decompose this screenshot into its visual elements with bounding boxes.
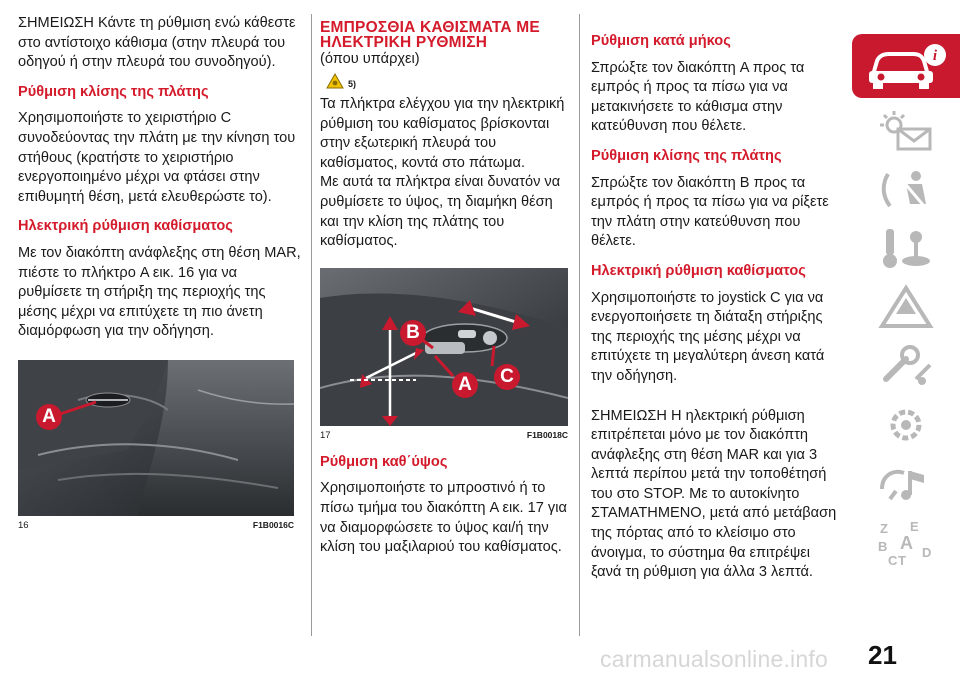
paragraph-height: Χρησιμοποιήστε το μπροστινό ή το πίσω τμήμα του διακόπτη A εικ. 17 για να διαμορφώσετε το ύψος και/ή την κλίση του μαξιλαριού του καθίσματος. <box>320 480 567 556</box>
callout-label: A <box>458 373 472 395</box>
callout-a <box>452 372 478 398</box>
figure-number: 17 <box>320 429 331 441</box>
warning-ref-number: 5) <box>348 79 357 89</box>
warning-icon <box>326 73 344 89</box>
warning-reference <box>326 73 570 89</box>
heading-backrest: Ρύθμιση κλίσης της πλάτης <box>18 83 209 100</box>
heading-height: Ρύθμιση καθ΄ύψος <box>320 453 448 470</box>
heading-length: Ρύθμιση κατά μήκος <box>591 33 731 49</box>
column-3 <box>591 14 841 583</box>
figure-17-image <box>320 268 568 426</box>
tab-lights-mail[interactable] <box>852 104 960 156</box>
index-letter: T <box>898 553 906 568</box>
column-divider <box>311 14 312 636</box>
figure-17-caption <box>320 430 568 441</box>
callout-label: C <box>500 365 514 387</box>
tab-starting-driving[interactable] <box>852 222 960 274</box>
tab-index[interactable] <box>852 517 960 569</box>
index-letter: Z <box>880 521 888 536</box>
paragraph-length: Σπρώξτε τον διακόπτη A προς τα εμπρός ή προς τα πίσω για να μετακινήσετε το κάθισμα στην κατεύθυνση που θέλετε. <box>591 59 805 135</box>
car-info-icon <box>861 41 951 91</box>
index-letter: E <box>910 519 919 534</box>
figure-code: F1B0018C <box>526 429 568 440</box>
technical-data-icon <box>866 402 946 448</box>
note-text: ΣΗΜΕΙΩΣΗ Η ηλεκτρική ρύθμιση επιτρέπεται μόνο με τον διακόπτη ανάφλεξης στη θέση MAR και για 3 λεπτά περίπου μετά την τοποθέτησή του στο STOP. Με το αυτοκίνητο ΣΤΑΜΑΤΗΜΕΝΟ, μετά από μετάβαση της πόρτας από το κλείσιμο στο άνοιγμα, το σύστημα θα επιτρέψει ξανά τη ρύθμιση για άλλα 3 λεπτά. <box>591 407 837 581</box>
lights-message-icon <box>866 107 946 153</box>
callout-label: A <box>42 405 56 427</box>
tab-emergency[interactable] <box>852 281 960 333</box>
maintenance-wrench-icon <box>866 343 946 389</box>
safety-airbag-icon <box>866 166 946 212</box>
figure-code: F1B0016C <box>252 519 294 530</box>
index-letter: C <box>888 553 898 568</box>
heading-backrest: Ρύθμιση κλίσης της πλάτης <box>591 147 782 164</box>
heading-electric-seat: Ηλεκτρική ρύθμιση καθίσματος <box>18 218 233 235</box>
figure-number: 16 <box>18 519 29 531</box>
seat-controls-illustration <box>320 268 568 426</box>
section-subtitle: (όπου υπάρχει) <box>320 51 420 67</box>
callout-b <box>400 320 426 346</box>
callout-c <box>494 364 520 390</box>
figure-16-image <box>18 360 294 516</box>
alphabetical-index-icon <box>866 517 946 569</box>
svg-text:i: i <box>932 48 938 64</box>
tab-maintenance[interactable] <box>852 340 960 392</box>
paragraph-buttons: Με αυτά τα πλήκτρα είναι δυνατόν να ρυθμίσετε το ύψος, τη διαμήκη θέση και την κλίση της πλάτης του καθίσματος. <box>320 174 561 250</box>
paragraph-electric-seat: Με τον διακόπτη ανάφλεξης στη θέση MAR, πιέστε το πλήκτρο A εικ. 16 για να ρυθμίσετε τη στήριξη της περιοχής της μέσης μέχρι να επιτύχετε τη πιο άνετη διαμόρφωση για την οδήγηση. <box>18 244 301 340</box>
column-divider <box>579 14 580 636</box>
note-text: ΣΗΜΕΙΩΣΗ Κάντε τη ρύθμιση ενώ κάθεστε στο αντίστοιχο κάθισμα (στην πλευρά του οδηγού ή στην πλευρά του συνοδηγού). <box>18 15 296 71</box>
page-number: 21 <box>868 640 897 670</box>
key-joystick-icon <box>866 225 946 271</box>
tab-safety[interactable] <box>852 163 960 215</box>
paragraph-electric-seat: Χρησιμοποιήστε το joystick C για να ενεργοποιήσετε τη διάταξη στήριξης της περιοχής της μέσης μέχρι να επιτύχετε τη μεγαλύτερη άνεση κατά την οδήγηση. <box>591 289 825 384</box>
paragraph-backrest: Χρησιμοποιήστε το χειριστήριο C συνοδεύοντας την πλάτη με την κίνηση του στήθους (κρατήστε το χειριστήριο ενεργοποιημένο μέχρι να φτάσει στην επιθυμητή θέση, μετά ελευθερώστε το). <box>18 110 296 205</box>
section-title: ΕΜΠΡΟΣΘΙΑ ΚΑΘΙΣΜΑΤΑ ΜΕ ΗΛΕΚΤΡΙΚΗ ΡΥΘΜΙΣΗ <box>320 19 540 51</box>
callout-label: B <box>406 321 420 343</box>
chapter-sidebar <box>852 34 960 576</box>
index-letter: D <box>922 545 932 560</box>
callout-pointer <box>58 400 118 430</box>
tab-technical-data[interactable] <box>852 399 960 451</box>
index-letter: A <box>900 533 913 553</box>
column-1 <box>18 14 302 531</box>
lumbar-seat-illustration <box>18 360 294 516</box>
watermark: carmanualsonline.info <box>600 646 828 672</box>
index-letter: B <box>878 539 888 554</box>
paragraph-controls: Τα πλήκτρα ελέγχου για την ηλεκτρική ρύθμιση του καθίσματος βρίσκονται στην εξωτερική πλευρά του καθίσματος, κοντά στο πάτωμα. <box>320 96 565 171</box>
tab-car-info[interactable] <box>852 34 960 98</box>
paragraph-backrest: Σπρώξτε τον διακόπτη B προς τα εμπρός ή προς τα πίσω για να ρίξετε την πλάτη στην κατεύθυνση που θέλετε. <box>591 174 829 250</box>
figure-16-caption <box>18 520 294 531</box>
multimedia-note-icon <box>866 461 946 507</box>
tab-multimedia[interactable] <box>852 458 960 510</box>
column-2 <box>320 20 570 558</box>
heading-electric-seat: Ηλεκτρική ρύθμιση καθίσματος <box>591 262 806 279</box>
emergency-triangle-icon <box>866 284 946 330</box>
